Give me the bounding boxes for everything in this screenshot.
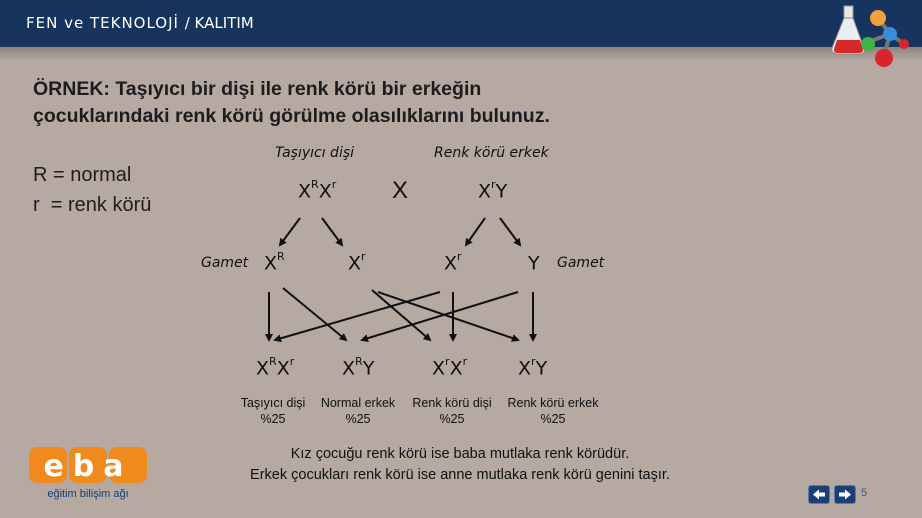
eba-tagline: eğitim bilişim ağı (47, 488, 129, 500)
arrow-female-to-gamete-1 (280, 218, 300, 245)
eba-wordmark: eba (43, 449, 133, 484)
offspring-label-4: Renk körü erkek %25 (507, 396, 599, 426)
gamete-label-left: Gamet (201, 255, 249, 271)
note-line-2: Erkek çocukları renk körü ise anne mutlaka renk körü genini taşır. (250, 467, 670, 483)
female-parent-label: Taşıyıcı dişi (275, 145, 355, 161)
offspring-genotype-1: $X^RX^r$ (256, 355, 295, 380)
gamete-4: Y (528, 252, 540, 275)
arrow-left-icon (809, 486, 829, 503)
cross-symbol: X (392, 177, 409, 204)
male-genotype: $X^rY$ (478, 178, 508, 203)
eba-logo (29, 447, 147, 503)
offspring-genotype-4: $X^rY$ (518, 355, 548, 380)
gamete-3: $X^r$ (444, 250, 462, 275)
arrow-male-to-gamete-3 (466, 218, 485, 245)
male-parent-label: Renk körü erkek (434, 145, 549, 161)
arrow-male-to-gamete-4 (500, 218, 520, 245)
female-genotype: $X^RX^r$ (298, 178, 337, 203)
offspring-genotype-2: $X^RY$ (342, 355, 375, 380)
page-number: 5 (861, 487, 868, 499)
legend-normal: R = normal (33, 164, 132, 186)
gamete-label-right: Gamet (557, 255, 605, 271)
arrow-right-icon (835, 486, 855, 503)
arrow-female-to-gamete-2 (322, 218, 342, 245)
arrow-g1-to-o2 (283, 288, 346, 340)
question-line-2: çocuklarındaki renk körü görülme olasılıklarını bulunuz. (33, 105, 550, 127)
header-subject: FEN ve TEKNOLOJİ (26, 14, 179, 32)
arrow-g3-to-o1 (275, 292, 440, 340)
offspring-label-1: Taşıyıcı dişi %25 (240, 396, 306, 426)
note-line-1: Kız çocuğu renk körü ise baba mutlaka renk körüdür. (290, 446, 630, 462)
offspring-label-2: Normal erkek %25 (320, 396, 396, 426)
gamete-2: $X^r$ (348, 250, 366, 275)
header-topic: / KALITIM (184, 14, 254, 32)
previous-slide-button[interactable] (808, 485, 830, 504)
offspring-genotype-3: $X^rX^r$ (432, 355, 468, 380)
offspring-label-3: Renk körü dişi %25 (412, 396, 492, 426)
next-slide-button[interactable] (834, 485, 856, 504)
question-line-1: ÖRNEK: Taşıyıcı bir dişi ile renk körü bir erkeğin (33, 78, 482, 100)
legend-colorblind: r = renk körü (33, 194, 152, 216)
gamete-1: $X^R$ (264, 250, 285, 275)
